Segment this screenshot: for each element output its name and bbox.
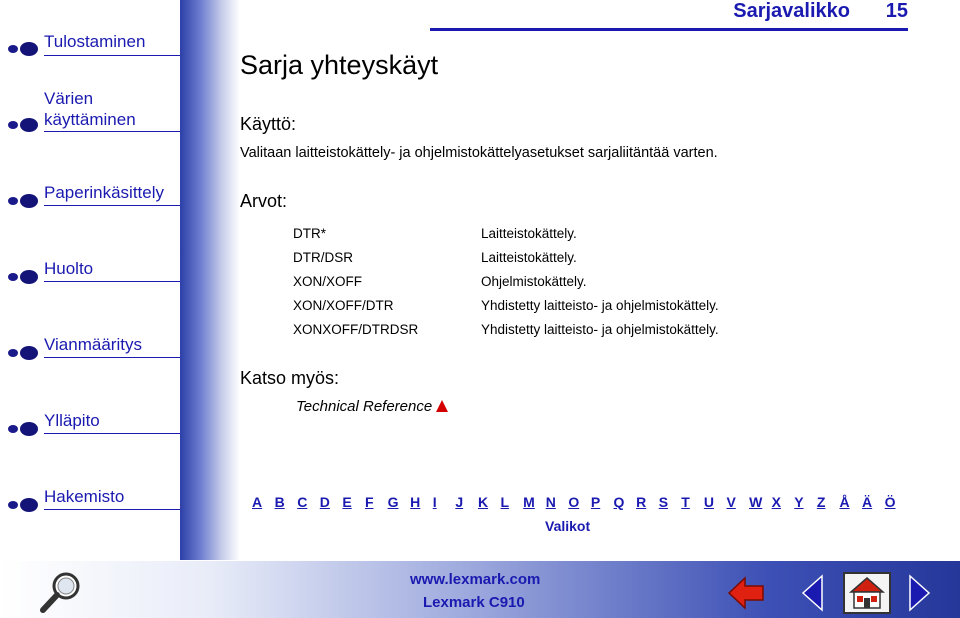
value-desc: Ohjelmistokättely. — [481, 273, 587, 289]
alphabet-letter-link[interactable]: Z — [816, 494, 826, 510]
nav-item-yllapito[interactable] — [0, 410, 182, 440]
home-icon[interactable] — [843, 572, 891, 614]
nav-underline — [44, 509, 180, 510]
alphabet-letter-link[interactable]: F — [364, 494, 374, 510]
table-row — [293, 270, 719, 294]
value-name: XON/XOFF — [293, 273, 363, 289]
section-title: Sarjavalikko — [733, 0, 850, 22]
table-row — [293, 246, 719, 270]
alphabet-letter-link[interactable]: A — [252, 494, 263, 510]
nav-link[interactable]: Ylläpito — [44, 411, 100, 430]
page-title: Sarja yhteyskäyt — [240, 50, 439, 80]
alphabet-letter-link[interactable]: X — [771, 494, 781, 510]
value-desc: Yhdistetty laitteisto- ja ohjelmistokättely. — [481, 297, 719, 313]
alphabet-letter-link[interactable]: L — [500, 494, 510, 510]
value-desc: Laitteistokättely. — [481, 250, 577, 266]
nav-underline — [44, 433, 180, 434]
magnifier-icon[interactable] — [38, 570, 84, 614]
value-name: XONXOFF/DTRDSR — [293, 321, 419, 337]
nav-link[interactable]: Vianmääritys — [44, 335, 142, 354]
alphabet-letter-link[interactable]: Å — [839, 494, 850, 510]
alphabet-letter-link[interactable]: Q — [613, 494, 625, 510]
values-heading: Arvot: — [240, 191, 288, 211]
value-desc: Yhdistetty laitteisto- ja ohjelmistokättely. — [481, 321, 719, 337]
alphabet-index — [252, 494, 907, 510]
up-triangle-icon — [436, 400, 448, 412]
alphabet-letter-link[interactable]: V — [726, 494, 736, 510]
next-page-icon[interactable] — [906, 574, 932, 612]
alphabet-letter-link[interactable]: C — [297, 494, 308, 510]
nav-link[interactable]: Huolto — [44, 259, 94, 278]
alphabet-letter-link[interactable]: N — [545, 494, 556, 510]
value-name: XON/XOFF/DTR — [293, 297, 394, 313]
nav-underline — [44, 131, 180, 132]
alphabet-letter-link[interactable]: I — [432, 494, 437, 510]
alphabet-letter-link[interactable]: E — [342, 494, 352, 510]
alphabet-letter-link[interactable]: O — [568, 494, 580, 510]
table-row — [293, 317, 719, 341]
valikot-link[interactable]: Valikot — [545, 518, 591, 534]
nav-underline — [44, 357, 180, 358]
technical-reference-link[interactable] — [296, 398, 448, 415]
header-rule — [430, 28, 908, 31]
nav-item-paperinkasittely[interactable] — [0, 182, 182, 212]
alphabet-letter-link[interactable]: K — [477, 494, 489, 510]
nav-item-tulostaminen[interactable] — [0, 30, 182, 70]
nav-link[interactable]: Hakemisto — [44, 487, 125, 506]
nav-link[interactable]: Paperinkäsittely — [44, 183, 165, 202]
value-desc: Laitteistokättely. — [481, 226, 577, 242]
technical-reference-label: Technical Reference — [296, 398, 433, 415]
nav-item-vianmaaritys[interactable] — [0, 334, 182, 364]
table-row — [293, 222, 719, 246]
nav-link[interactable]: Värien käyttäminen — [44, 89, 136, 129]
nav-underline — [44, 281, 180, 282]
nav-item-hakemisto[interactable] — [0, 486, 182, 516]
footer-url-link[interactable]: www.lexmark.com — [410, 571, 541, 588]
alphabet-letter-link[interactable]: P — [590, 494, 601, 510]
previous-page-icon[interactable] — [800, 574, 826, 612]
value-name: DTR/DSR — [293, 250, 353, 266]
alphabet-letter-link[interactable]: S — [658, 494, 669, 510]
nav-underline — [44, 205, 180, 206]
alphabet-letter-link[interactable]: Y — [794, 494, 804, 510]
alphabet-letter-link[interactable]: G — [387, 494, 399, 510]
alphabet-letter-link[interactable]: T — [681, 494, 690, 510]
alphabet-letter-link[interactable]: Ö — [884, 494, 896, 510]
alphabet-letter-link[interactable]: Ä — [862, 494, 873, 510]
alphabet-letter-link[interactable]: U — [703, 494, 714, 510]
sidebar-gradient — [180, 0, 240, 560]
sidebar-nav — [0, 0, 240, 560]
alphabet-letter-link[interactable]: W — [749, 494, 763, 510]
footer-model: Lexmark C910 — [423, 594, 525, 611]
table-row — [293, 293, 719, 317]
alphabet-letter-link[interactable]: B — [274, 494, 285, 510]
alphabet-letter-link[interactable]: R — [636, 494, 647, 510]
alphabet-letter-link[interactable]: M — [523, 494, 535, 510]
alphabet-letter-link[interactable]: J — [455, 494, 464, 510]
page-number: 15 — [885, 0, 908, 22]
values-table — [293, 222, 719, 341]
back-arrow-icon[interactable] — [727, 574, 765, 612]
nav-item-varien-kayttaminen[interactable] — [0, 88, 182, 133]
usage-heading: Käyttö: — [240, 114, 297, 134]
alphabet-letter-link[interactable]: D — [319, 494, 330, 510]
usage-text: Valitaan laitteistokättely- ja ohjelmistokättelyasetukset sarjaliitäntää varten. — [240, 145, 718, 161]
alphabet-letter-link[interactable]: H — [410, 494, 421, 510]
nav-item-huolto[interactable] — [0, 258, 182, 288]
nav-underline — [44, 55, 180, 56]
value-name: DTR* — [293, 226, 326, 242]
see-also-heading: Katso myös: — [240, 368, 340, 388]
nav-link[interactable]: Tulostaminen — [44, 32, 146, 51]
